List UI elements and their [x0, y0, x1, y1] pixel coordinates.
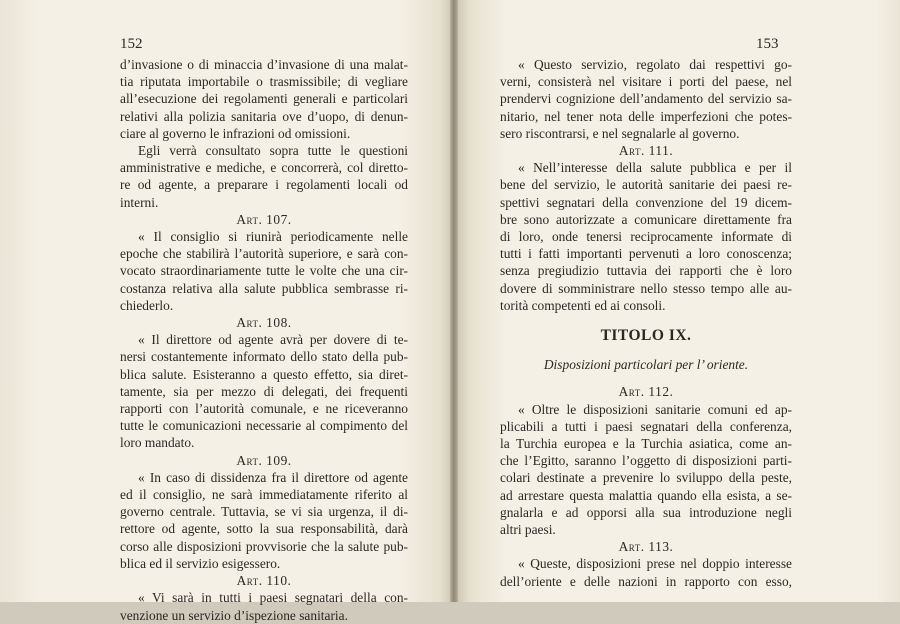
text-line: d’invasione o di minaccia d’invasione di una malat- [120, 57, 408, 72]
text-line: che l’Egitto, saranno l’oggetto di disposizioni parti- [500, 453, 792, 469]
text-line: colari destinate a prevenire lo sviluppo della peste, [500, 470, 792, 486]
text-line: torità competenti ed ai consoli. [500, 297, 666, 313]
text-line: sero riscontrarsi, e nel segnalarle al governo. [500, 125, 740, 141]
text-line: relativi alla polizia sanitaria ove d’uopo, di denun- [120, 108, 408, 124]
text-line: spettivi segnatari della convenzione del 19 dicem- [500, 194, 792, 210]
text-line: « Il consiglio si riunirà periodicamente nelle [138, 229, 408, 245]
text-line: tamente, sia per mezzo di delegati, dei frequenti [120, 383, 408, 399]
text-line: la Turchia europea e la Turchia asiatica, come an- [500, 436, 792, 452]
section-title: TITOLO IX. [600, 327, 692, 345]
text-line: bene del servizio, le autorità sanitarie dei paesi re- [500, 177, 792, 193]
article-heading: Art. 107. [236, 211, 292, 227]
text-line: altri paesi. [500, 522, 556, 538]
text-line: governo centrale. Tuttavia, se vi sia urgenza, il di- [120, 504, 408, 520]
text-line: interni. [120, 194, 159, 210]
article-heading: Art. 111. [618, 143, 674, 159]
text-line: loro mandato. [120, 435, 195, 451]
text-line: venzione un servizio d’ispezione sanitaria. [120, 607, 348, 623]
text-line: tutti i fatti importanti pervenuti a loro conoscenza; [500, 246, 792, 262]
text-line: rapporti con l’autorità comunale, e ne riceveranno [120, 401, 408, 417]
text-line: gnalarla e ad opporsi alla sua introduzione negli [500, 504, 792, 520]
text-line: prendervi cognizione dell’andamento del servizio sa- [500, 91, 792, 107]
text-line: dell’oriente e delle nazioni in rapporto con esso, [500, 573, 792, 589]
text-line: « Vi sarà in tutti i paesi segnatari della con- [138, 590, 408, 606]
text-line: blica salute. Esisteranno a questo effetto, sia diret- [120, 366, 408, 382]
text-line: vocato straordinariamente tutte le volte che una cir- [120, 263, 408, 279]
section-subtitle: Disposizioni particolari per l’ oriente. [543, 357, 749, 373]
page-number-left: 152 [120, 36, 143, 52]
text-line: costanza relativa alla salute pubblica sembrasse ri- [120, 280, 408, 296]
left-page-text [120, 56, 408, 624]
article-heading: Art. 108. [236, 315, 292, 331]
text-line: amministrative e mediche, e concorrerà, col diretto- [120, 160, 408, 176]
text-line: ciare al governo le infrazioni od omissioni. [120, 125, 351, 141]
text-line: ed il consiglio, ne sarà immediatamente riferito al [120, 487, 408, 503]
text-line: bre sono autorizzate a comunicare direttamente fra [500, 211, 792, 227]
text-line: all’esecuzione dei regolamenti generali e particolari [120, 91, 408, 107]
text-line: Egli verrà consultato sopra tutte le questioni [138, 143, 408, 159]
text-line: « Queste, disposizioni prese nel doppio interesse [518, 556, 792, 572]
text-line: « Nell’interesse della salute pubblica e per il [518, 160, 792, 176]
text-line: nersi costantemente informato dello stato della pub- [120, 349, 408, 365]
text-line: blica ed il servizio esigessero. [120, 555, 281, 571]
text-line: « Questo servizio, regolato dai respettivi go- [518, 57, 792, 72]
text-line: « Il direttore od agente avrà per dovere di te- [138, 332, 408, 348]
article-heading: Art. 109. [236, 452, 292, 468]
text-line: tutte le comunicazioni necessarie al compimento del [120, 418, 408, 434]
text-line: corso alle disposizioni provvisorie che la salute pub- [120, 538, 408, 554]
text-line: di loro, onde tenersi reciprocamente informate di [500, 229, 792, 245]
text-line: re od agente, a preparare i regolamenti locali od [120, 177, 408, 193]
article-heading: Art. 113. [618, 539, 674, 555]
text-line: rettore od agente, sotto la sua responsabilità, darà [120, 521, 408, 537]
text-line: « In caso di dissidenza fra il direttore od agente [138, 469, 408, 485]
text-line: nitario, nel tener nota delle imperfezioni che potes- [500, 108, 792, 124]
text-line: epoche che stabilirà l’autorità superiore, e sarà con- [120, 246, 408, 262]
page-number-right: 153 [756, 36, 779, 52]
book-gutter [450, 0, 458, 602]
text-line: ad arrestare questa malattia quando ella esista, a se- [500, 487, 792, 503]
right-page-text [500, 56, 792, 590]
text-line: senza pregiudizio tuttavia dei rapporti che è loro [500, 263, 792, 279]
text-line: chiederlo. [120, 297, 174, 313]
article-heading: Art. 110. [236, 573, 292, 589]
text-line: plicabili a tutti i paesi segnatari della conferenza, [500, 418, 792, 434]
text-line: « Oltre le disposizioni sanitarie comuni ed ap- [518, 401, 792, 417]
text-line: dovere di somministrare nello stesso tempo alle au- [500, 280, 792, 296]
article-heading: Art. 112. [618, 384, 674, 400]
text-line: tia riputata importabile o trasmissibile; di vegliare [120, 74, 408, 90]
text-line: verni, consisterà nel visitare i porti del paese, nel [500, 74, 792, 90]
